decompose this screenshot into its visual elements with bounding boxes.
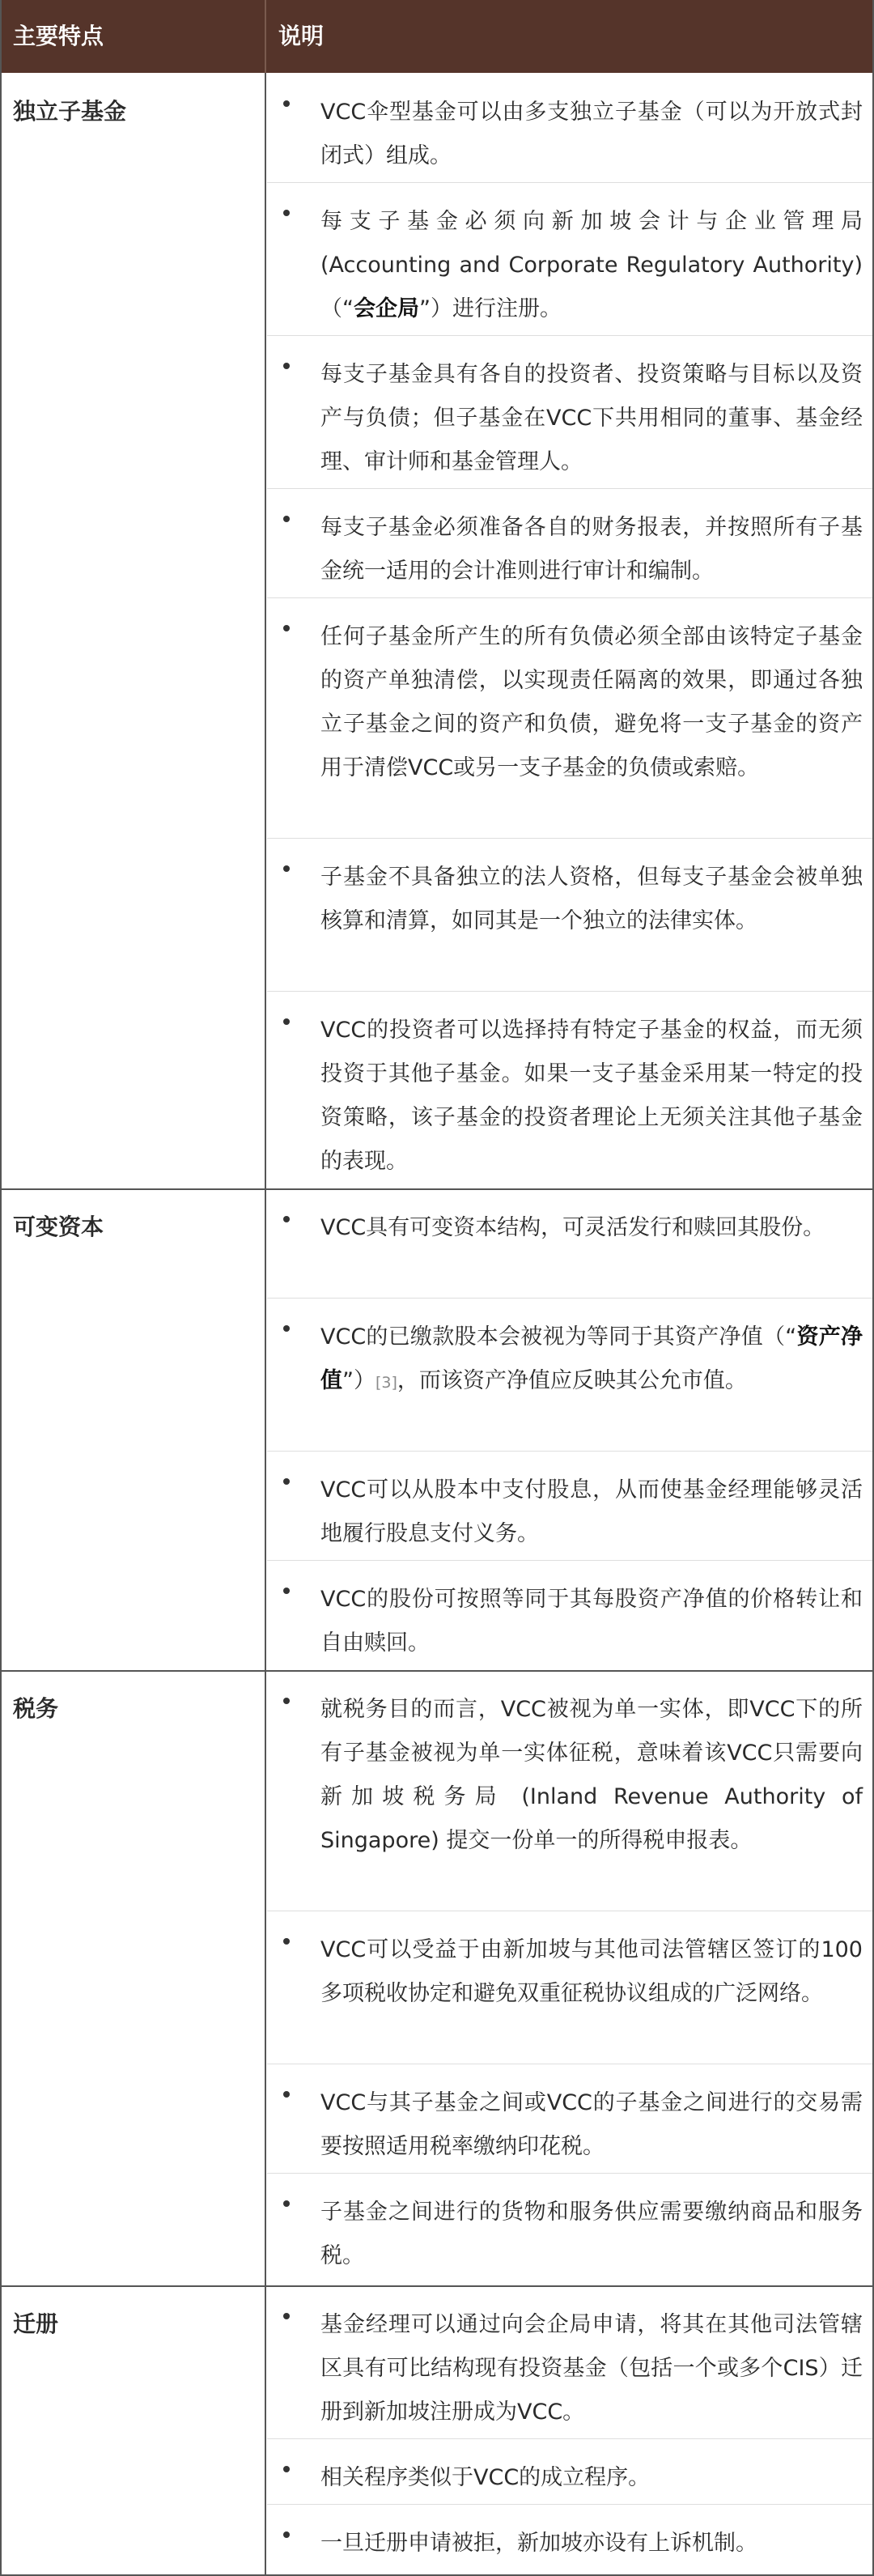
item-text: VCC具有可变资本结构，可灵活发行和赎回其股份。 bbox=[320, 1215, 825, 1240]
item-text: 每支子基金必须向新加坡会计与企业管理局 (Accounting and Corporate Regulatory Authority)（“会企局”）进行注册。 bbox=[320, 209, 863, 321]
bullet-icon bbox=[283, 100, 290, 107]
item-text: VCC可以从股本中支付股息，从而使基金经理能够灵活地履行股息支付义务。 bbox=[320, 1477, 863, 1546]
item-text: 基金经理可以通过向会企局申请，将其在其他司法管辖区具有可比结构现有投资基金（包括一个或多个CIS）迁册到新加坡注册成为VCC。 bbox=[320, 2312, 863, 2425]
list-item bbox=[267, 2504, 872, 2574]
list-item bbox=[267, 1670, 872, 1911]
item-text: VCC可以受益于由新加坡与其他司法管辖区签订的100多项税收协定和避免双重征税协议组成的广泛网络。 bbox=[320, 1937, 863, 2006]
item-text: 一旦迁册申请被拒，新加坡亦设有上诉机制。 bbox=[320, 2531, 757, 2556]
list-item bbox=[267, 73, 872, 183]
column-divider bbox=[265, 73, 266, 1188]
list-item bbox=[267, 2438, 872, 2505]
bullet-icon bbox=[283, 1938, 290, 1945]
bullet-icon bbox=[283, 1698, 290, 1704]
item-text: 就税务目的而言，VCC被视为单一实体，即VCC下的所有子基金被视为单一实体征税，意味着该VCC只需要向新加坡税务局 (Inland Revenue Authority of Singapore) 提交一份单一的所得税申报表。 bbox=[320, 1697, 863, 1853]
column-divider bbox=[265, 1670, 266, 2285]
bullet-icon bbox=[283, 865, 290, 872]
list-item bbox=[267, 1451, 872, 1561]
item-text: 相关程序类似于VCC的成立程序。 bbox=[320, 2465, 651, 2490]
list-item bbox=[267, 2285, 872, 2439]
header-divider bbox=[265, 0, 266, 73]
column-divider bbox=[265, 1188, 266, 1670]
list-item bbox=[267, 182, 872, 336]
bullet-icon bbox=[283, 210, 290, 216]
item-text: VCC与其子基金之间或VCC的子基金之间进行的交易需要按照适用税率缴纳印花税。 bbox=[320, 2090, 863, 2159]
list-item bbox=[267, 1188, 872, 1299]
header-description: 说明 bbox=[278, 23, 325, 49]
list-item bbox=[267, 991, 872, 1188]
bullet-icon bbox=[283, 2466, 290, 2472]
table-header bbox=[0, 0, 874, 73]
list-item bbox=[267, 2064, 872, 2174]
column-divider bbox=[265, 2285, 266, 2574]
list-item bbox=[267, 597, 872, 839]
table-row bbox=[0, 1188, 874, 1672]
bullet-icon bbox=[283, 2313, 290, 2319]
item-text: VCC的投资者可以选择持有特定子基金的权益，而无须投资于其他子基金。如果一支子基金采用某一特定的投资策略，该子基金的投资者理论上无须关注其他子基金的表现。 bbox=[320, 1018, 863, 1174]
bullet-icon bbox=[283, 363, 290, 369]
bullet-icon bbox=[283, 1478, 290, 1485]
bullet-icon bbox=[283, 625, 290, 631]
list-item bbox=[267, 1560, 872, 1670]
feature-label: 税务 bbox=[13, 1695, 59, 1722]
table-row bbox=[0, 2285, 874, 2576]
list-item bbox=[267, 2173, 872, 2285]
bullet-icon bbox=[283, 1018, 290, 1025]
list-item bbox=[267, 335, 872, 489]
bullet-icon bbox=[283, 1325, 290, 1332]
table-left-border bbox=[0, 0, 2, 2576]
table-row bbox=[0, 73, 874, 1190]
header-feature: 主要特点 bbox=[13, 23, 104, 49]
bullet-icon bbox=[283, 2091, 290, 2098]
feature-label: 可变资本 bbox=[13, 1214, 104, 1240]
list-item bbox=[267, 1911, 872, 2064]
item-text: VCC的股份可按照等同于其每股资产净值的价格转让和自由赎回。 bbox=[320, 1587, 863, 1656]
bullet-icon bbox=[283, 2531, 290, 2538]
list-item bbox=[267, 1298, 872, 1452]
footnote-ref[interactable]: [3] bbox=[375, 1374, 397, 1392]
item-text: 每支子基金具有各自的投资者、投资策略与目标以及资产与负债；但子基金在VCC下共用相同的董事、基金经理、审计师和基金管理人。 bbox=[320, 362, 863, 474]
list-item bbox=[267, 838, 872, 992]
bullet-icon bbox=[283, 2200, 290, 2207]
table-row bbox=[0, 1670, 874, 2287]
list-item bbox=[267, 488, 872, 598]
feature-label: 迁册 bbox=[13, 2310, 59, 2337]
item-text: 每支子基金必须准备各自的财务报表，并按照所有子基金统一适用的会计准则进行审计和编制。 bbox=[320, 515, 863, 584]
item-text: VCC伞型基金可以由多支独立子基金（可以为开放式封闭式）组成。 bbox=[320, 100, 863, 168]
item-text: 任何子基金所产生的所有负债必须全部由该特定子基金的资产单独清偿，以实现责任隔离的效果，即通过各独立子基金之间的资产和负债，避免将一支子基金的资产用于清偿VCC或另一支子基金的负债或索赔。 bbox=[320, 624, 863, 780]
bullet-icon bbox=[283, 1588, 290, 1594]
bullet-icon bbox=[283, 516, 290, 522]
item-text: 子基金之间进行的货物和服务供应需要缴纳商品和服务税。 bbox=[320, 2200, 863, 2268]
feature-label: 独立子基金 bbox=[13, 98, 127, 125]
item-text: 子基金不具备独立的法人资格，但每支子基金会被单独核算和清算，如同其是一个独立的法律实体。 bbox=[320, 865, 863, 933]
bullet-icon bbox=[283, 1216, 290, 1222]
item-text: VCC的已缴款股本会被视为等同于其资产净值（“资产净值”）[3]，而该资产净值应反映其公允市值。 bbox=[320, 1324, 863, 1393]
